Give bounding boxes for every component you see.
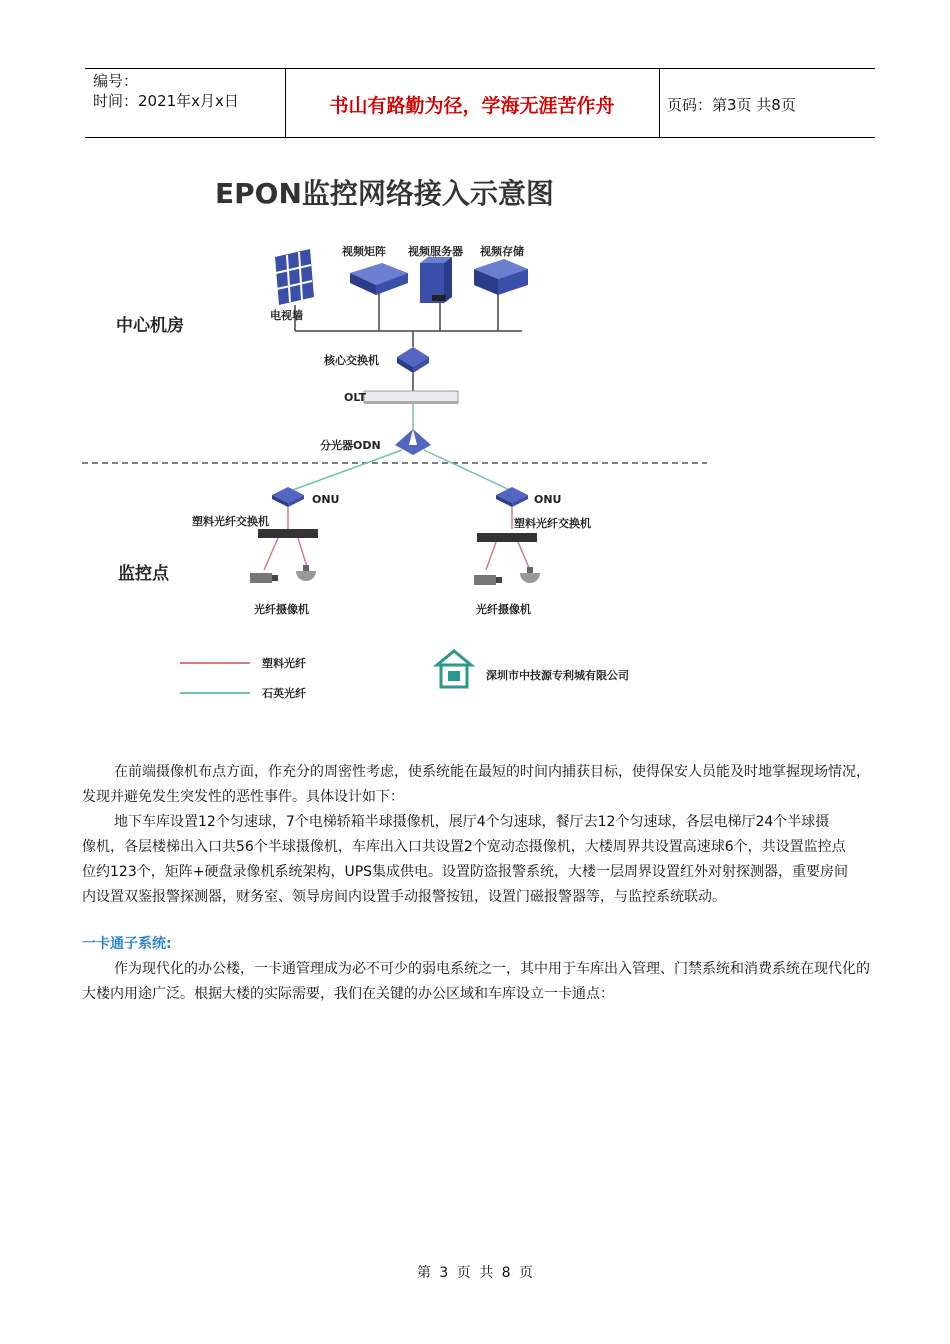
paragraph-camera-layout: 在前端摄像机布点方面，作充分的周密性考虑，使系统能在最短的时间内捕获目标，使得保安人员能及时地掌握现场情况，发现并避免发生突发性的恶性事件。具体设计如下： [82,764,870,805]
quartz-fiber-link [424,450,512,491]
core-switch-label: 核心交换机 [324,354,379,367]
tv-wall-label: 电视墙 [270,309,303,322]
legend-quartz-label: 石英光纤 [262,687,306,700]
header-meta [93,71,239,111]
diagram-title: EPON监控网络接入示意图 [215,177,554,210]
number-label: 编号： [93,72,139,90]
section-card [82,932,882,1007]
plastic-switch-left-icon [258,529,318,538]
plastic-fiber-link [486,542,496,570]
video-storage-label: 视频存储 [480,245,524,258]
page-header [85,68,875,138]
zone-center-label: 中心机房 [116,316,184,336]
header-motto: 书山有路勤为径，学海无涯苦作舟 [329,95,615,117]
plastic-switch-right-label: 塑料光纤交换机 [514,517,591,530]
paragraph-design-line: 位约123个，矩阵+硬盘录像机系统架构，UPS集成供电。设置防盗报警系统，大楼一层周界设置红外对射探测器，重要房间 [82,864,849,880]
tv-wall-icon [275,249,314,305]
core-switch-icon [397,347,429,373]
video-server-label: 视频服务器 [408,245,463,258]
onu-left-label: ONU [312,493,340,506]
page-footer: 第 3 页 共 8 页 [416,1265,534,1281]
video-server-icon [420,257,452,303]
section-title: 一卡通子系统: [82,936,172,952]
paragraph-card-system: 作为现代化的办公楼，一卡通管理成为必不可少的弱电系统之一，其中用于车库出入管理、门禁系统和消费系统在现代化的大楼内用途广泛。根据大楼的实际需要，我们在关键的办公区域和车库设立一卡通点： [82,961,870,1002]
legend-plastic-label: 塑料光纤 [262,657,306,670]
olt-label: OLT [344,391,367,404]
onu-left-icon [272,487,304,507]
video-storage-icon [474,259,528,295]
plastic-fiber-link [518,542,530,570]
camera-left-icon [250,565,316,583]
camera-right-label: 光纤摄像机 [476,603,531,616]
page-label: 页码：第3页 共8页 [667,96,796,114]
body-text [82,760,882,910]
olt-icon [364,391,458,404]
plastic-switch-left-label: 塑料光纤交换机 [192,515,269,528]
company-logo-icon [437,651,471,687]
epon-network-diagram [82,145,707,715]
plastic-switch-right-icon [477,533,537,542]
video-matrix-label: 视频矩阵 [342,245,386,258]
paragraph-design-line: 像机，各层楼梯出入口共56个半球摄像机，车库出入口共设置2个宽动态摄像机，大楼周界共设置高速球6个，共设置监控点 [82,839,846,855]
current-page: 3 [439,1265,449,1281]
plastic-fiber-link [264,538,278,570]
video-matrix-icon [350,263,408,295]
paragraph-design-line: 地下车库设置12个匀速球，7个电梯轿箱半球摄像机，展厅4个匀速球，餐厅去12个匀速球，各层电梯厅24个半球摄 [114,814,830,830]
quartz-fiber-link [290,450,402,491]
zone-monitor-label: 监控点 [118,564,169,584]
company-label: 深圳市中技源专利城有限公司 [486,669,629,682]
time-label: 时间：2021年x月x日 [93,92,239,110]
odn-label: 分光器ODN [320,439,381,452]
onu-right-label: ONU [534,493,562,506]
camera-right-icon [474,567,540,585]
paragraph-design-line: 内设置双鉴报警探测器，财务室、领导房间内设置手动报警按钮，设置门磁报警器等，与监控系统联动。 [82,889,726,905]
onu-right-icon [496,487,528,507]
camera-left-label: 光纤摄像机 [254,603,309,616]
header-divider [659,69,660,137]
total-pages: 8 [501,1265,511,1281]
